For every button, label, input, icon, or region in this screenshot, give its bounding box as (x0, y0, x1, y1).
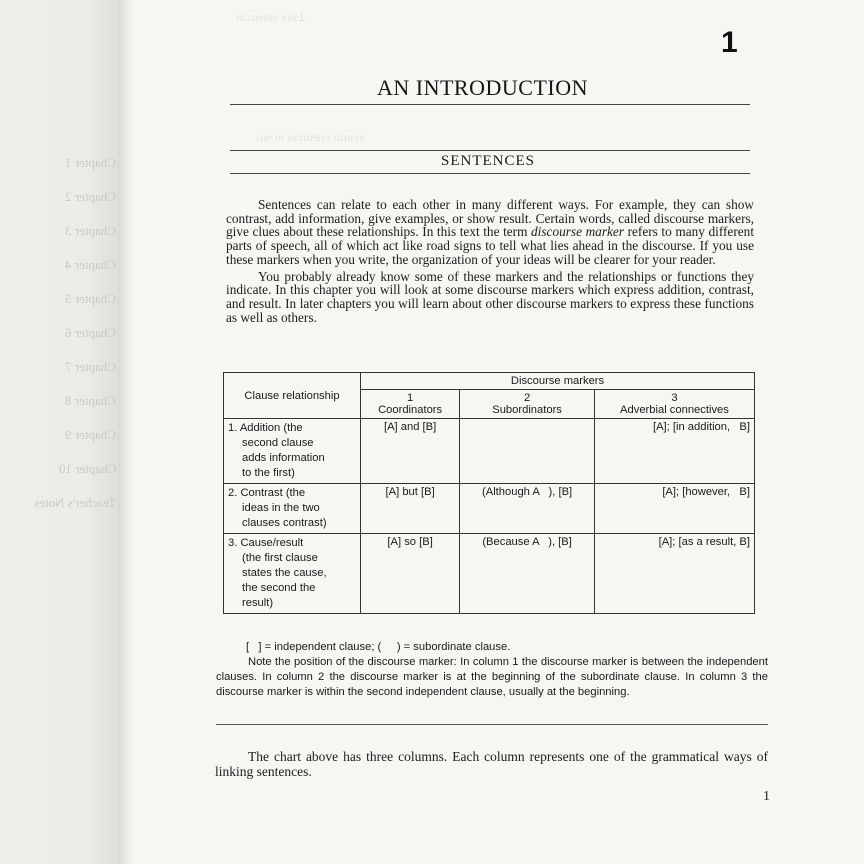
facing-page-line: Chapter 3 (65, 223, 116, 238)
discourse-markers-table (223, 372, 755, 614)
chapter-number: 1 (721, 26, 738, 59)
paragraph-2: You probably already know some of these markers and the relationships or functions they indicate. In this chapter you will look at some discourse markers which express addition, contrast, and result. In later chapters you will learn about other discourse markers to express these functions as well as others. (226, 268, 754, 325)
table-row (224, 419, 755, 484)
adverbial-cell: [A]; [as a result, B] (594, 534, 754, 614)
book-page: Ʇɘxɘ ɿɘꙅɘɒɿɔʜ ɘɿɘʜɿɒ ɿɘꙅɘɒɿɔʜ ɿo ɘʜɿ 1 AN INTRODUCTION SENTENCES Sentences can relate to each other in many different ways. For example, they can show contrast, add information, give examples, or show result. Certain words, called discourse markers, give clues about these relationships. In this text the term discourse marker refers to many different parts of speech, all of which act like road signs to tell what lies ahead in the discourse. If you use these markers when you write, the organization of your ideas will be clearer for your reader. You probably already know some of these markers and the relationships or functions they indicate. In this chapter you will look at some discourse markers which express addition, contrast, and result. In later chapters you will learn about other discourse markers to express these functions as well as others. Clause relationship Discourse markers 1 Coordinators 2 Subordinators 3 Adverbial connectives 1. Addition (the second clause adds information to the first) [A] and [B] [A]; [in addition, B] 2. Contrast (the ideas in the two clauses contrast) [A] but [B] (Although A ), [B] [A]; [however, B] 3. Cause/result (the first clause states the cause, the second the result) [A] so [B] (Because A ), [B] [A]; [as a result, B] [ ] = independent clause; ( ) = subordinate clause. Note the position of the discourse marker: In column 1 the discourse marker is between the independent clauses. In column 2 the discourse marker is at the beginning of the subordinate clause. In column 3 the discourse marker is within the second independent clause, usually at the beginning. The chart above has three columns. Each column represents one of the grammatical ways of linking sentences. 1 (215, 10, 770, 804)
section-rule-bottom (230, 173, 750, 174)
chapter-title: AN INTRODUCTION (377, 75, 588, 100)
italic-term: discourse marker (531, 224, 624, 240)
column-header-2: 2 Subordinators (460, 390, 595, 419)
intro-text (226, 198, 754, 324)
notes-rule (216, 724, 768, 725)
title-rule (230, 104, 750, 105)
adverbial-cell: [A]; [however, B] (594, 484, 754, 534)
coordinator-cell: [A] but [B] (361, 484, 460, 534)
legend-line: [ ] = independent clause; ( ) = subordinate clause. (246, 641, 511, 653)
relationship-cell: 3. Cause/result (the first clause states the cause, the second the result) (224, 534, 361, 614)
facing-page-line: Chapter 8 (65, 393, 116, 408)
column-header-3: 3 Adverbial connectives (594, 390, 754, 419)
subordinator-cell: (Although A ), [B] (460, 484, 595, 534)
relationship-cell: 2. Contrast (the ideas in the two clauses contrast) (224, 484, 361, 534)
table-notes (216, 640, 768, 700)
closing-paragraph (215, 749, 768, 779)
header-clause-relationship: Clause relationship (224, 373, 361, 419)
facing-page-line: Chapter 10 (58, 461, 116, 476)
book-gutter (118, 0, 136, 864)
facing-page-line: Chapter 1 (65, 155, 116, 170)
table-row (224, 484, 755, 534)
subordinator-cell: (Because A ), [B] (460, 534, 595, 614)
facing-page-line: Chapter 5 (65, 291, 116, 306)
facing-page-line: Chapter 4 (65, 257, 116, 272)
facing-page-line: Teacher's Notes (34, 495, 116, 510)
coordinator-cell: [A] and [B] (361, 419, 460, 484)
position-note: Note the position of the discourse marker: In column 1 the discourse marker is between the independent clauses. In column 2 the discourse marker is at the beginning of the subordinate clause. In column 3 the discourse marker is within the second independent clause, usually at the beginning. (216, 656, 768, 698)
page-number: 1 (763, 789, 770, 804)
section-rule-top (230, 150, 750, 151)
facing-page-line: Chapter 6 (65, 325, 116, 340)
facing-page (0, 0, 124, 864)
facing-page-line: Chapter 2 (65, 189, 116, 204)
subordinator-cell (460, 419, 595, 484)
facing-page-line: Chapter 7 (65, 359, 116, 374)
table-row (224, 534, 755, 614)
header-discourse-markers: Discourse markers (361, 373, 755, 390)
paragraph-1: Sentences can relate to each other in many different ways. For example, they can show contrast, add information, give examples, or show result. Certain words, called discourse markers, give clues about these relationships. In this text the term discourse marker refers to many different parts of speech, all of which act like road signs to tell what lies ahead in the discourse. If you use these markers when you write, the organization of your ideas will be clearer for your reader. (226, 197, 755, 267)
relationship-cell: 1. Addition (the second clause adds information to the first) (224, 419, 361, 484)
after-paragraph: The chart above has three columns. Each column represents one of the grammatical ways of linking sentences. (215, 749, 768, 779)
coordinator-cell: [A] so [B] (361, 534, 460, 614)
adverbial-cell: [A]; [in addition, B] (594, 419, 754, 484)
facing-page-line: Chapter 9 (65, 427, 116, 442)
column-header-1: 1 Coordinators (361, 390, 460, 419)
section-title: SENTENCES (441, 153, 536, 169)
